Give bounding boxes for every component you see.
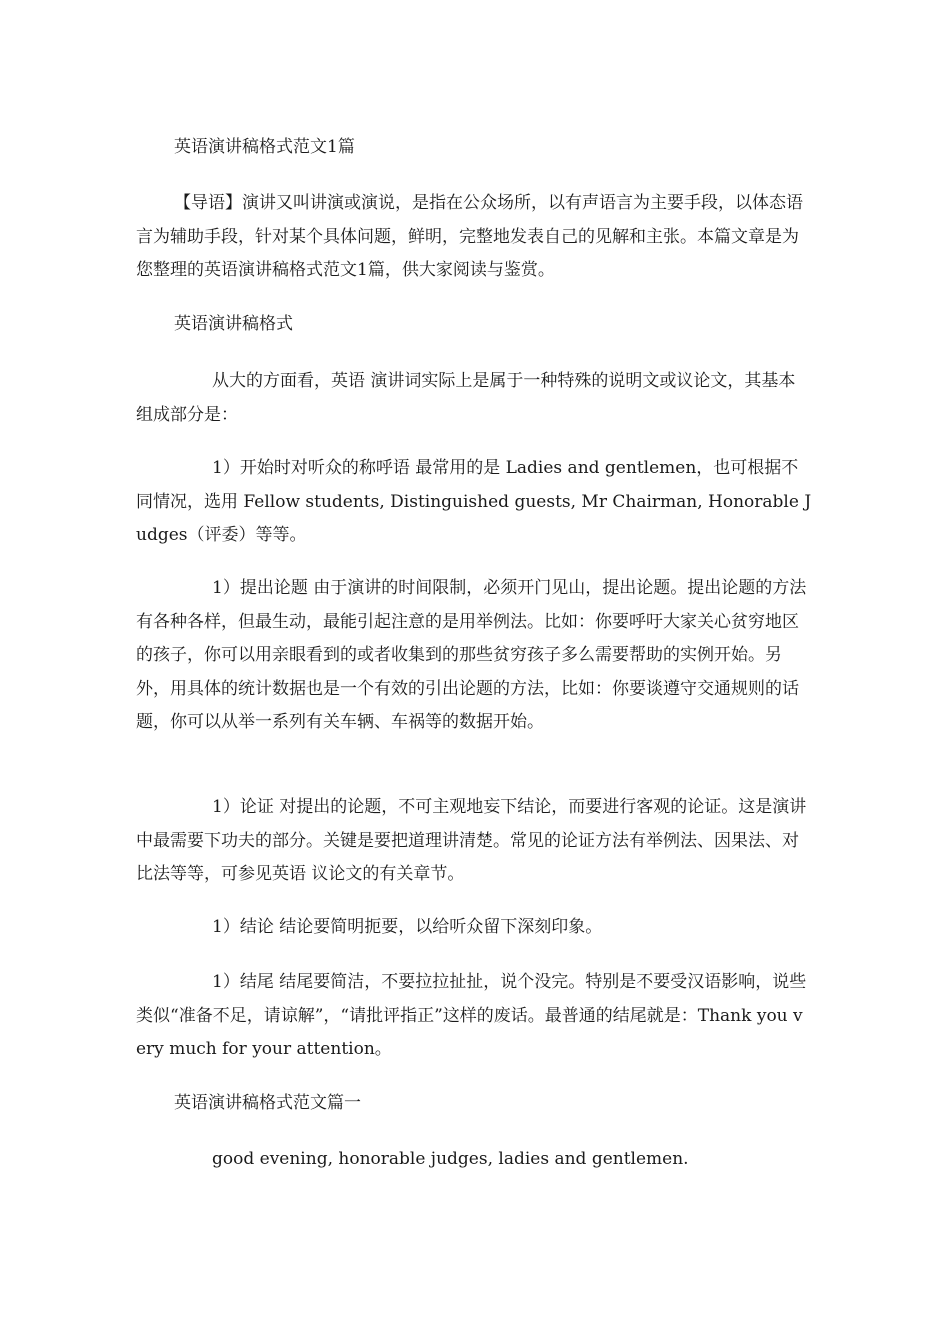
overview-paragraph: 从大的方面看，英语 演讲词实际上是属于一种特殊的说明文或议论文，其基本组成部分是： <box>136 371 796 425</box>
step-argument-paragraph: 1）论证 对提出的论题，不可主观地妄下结论，而要进行客观的论证。这是演讲中最需要下功夫的部分。关键是要把道理讲清楚。常见的论证方法有举例法、因果法、对比法等等，可参见英语 议论文的有关章节。 <box>136 797 807 884</box>
step-address-paragraph: 1）开始时对听众的称呼语 最常用的是 Ladies and gentlemen，也可根据不同情况，选用 Fellow students, Distinguished guests, Mr Chairman, Honorable Judges（评委）等等。 <box>136 458 812 545</box>
sample-heading: 英语演讲稿格式范文篇一 <box>174 1093 361 1113</box>
step-conclusion-paragraph: 1）结论 结论要简明扼要，以给听众留下深刻印象。 <box>212 917 603 937</box>
step-ending-paragraph: 1）结尾 结尾要简洁，不要拉拉扯扯，说个没完。特别是不要受汉语影响，说些类似“准备不足，请谅解”，“请批评指正”这样的废话。最普通的结尾就是：Thank you very much for your attention。 <box>136 972 807 1059</box>
document-title: 英语演讲稿格式范文1篇 <box>174 137 355 157</box>
step-topic-paragraph: 1）提出论题 由于演讲的时间限制，必须开门见山，提出论题。提出论题的方法有各种各样，但最生动，最能引起注意的是用举例法。比如：你要呼吁大家关心贫穷地区的孩子，你可以用亲眼看到的或者收集到的那些贫穷孩子多么需要帮助的实例开始。另外，用具体的统计数据也是一个有效的引出论题的方法，比如：你要谈遵守交通规则的话题，你可以从举一系列有关车辆、车祸等的数据开始。 <box>136 578 807 732</box>
format-heading: 英语演讲稿格式 <box>174 314 293 334</box>
sample-greeting: good evening, honorable judges, ladies and gentlemen. <box>212 1149 689 1169</box>
intro-paragraph: 【导语】演讲又叫讲演或演说，是指在公众场所，以有声语言为主要手段，以体态语言为辅助手段，针对某个具体问题，鲜明，完整地发表自己的见解和主张。本篇文章是为您整理的英语演讲稿格式范文1篇，供大家阅读与鉴赏。 <box>136 193 803 280</box>
